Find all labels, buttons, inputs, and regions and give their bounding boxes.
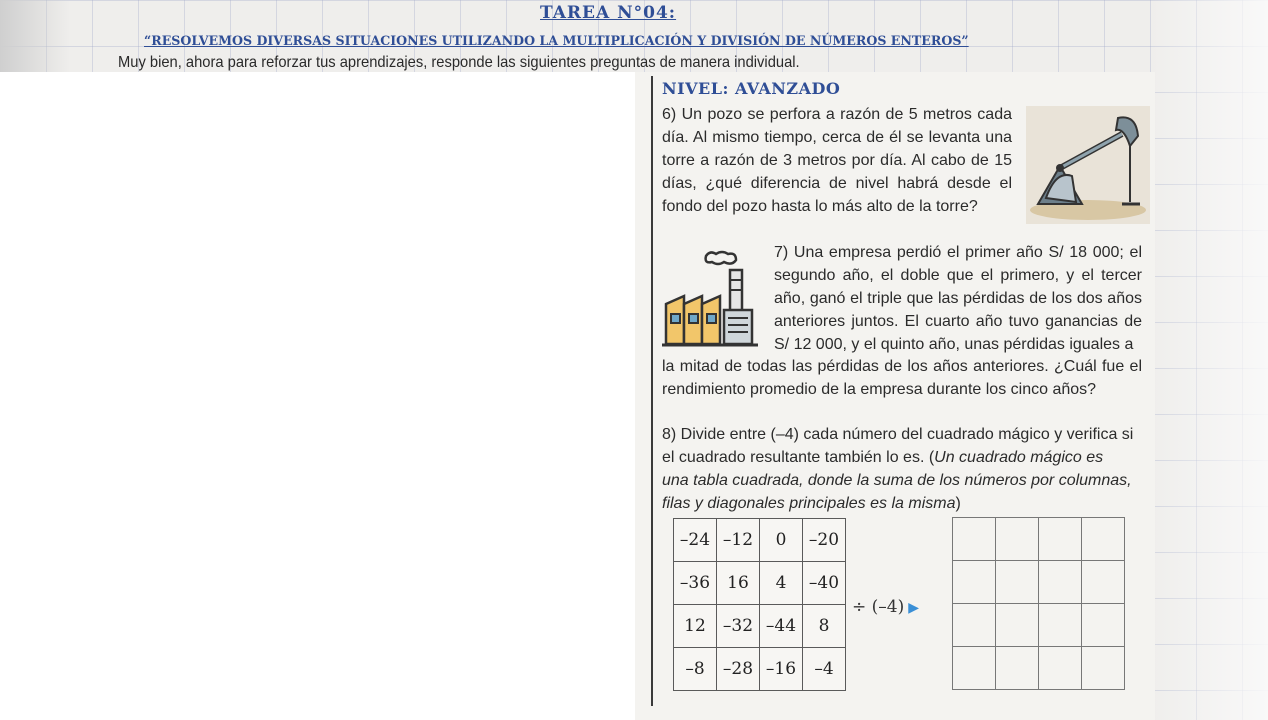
answer-cell[interactable]	[996, 604, 1039, 647]
answer-cell[interactable]	[953, 518, 996, 561]
play-arrow-icon: ▶	[908, 600, 920, 616]
answer-cell[interactable]	[1082, 518, 1125, 561]
magic-cell: –28	[717, 648, 760, 691]
magic-cell: 0	[760, 519, 803, 562]
table-row	[953, 604, 1125, 647]
division-operation	[852, 597, 919, 617]
answer-cell[interactable]	[1039, 561, 1082, 604]
magic-cell: –12	[717, 519, 760, 562]
magic-cell: –32	[717, 605, 760, 648]
magic-cell: 12	[674, 605, 717, 648]
answer-cell[interactable]	[1039, 518, 1082, 561]
answer-cell[interactable]	[953, 604, 996, 647]
question-8-text: 8) Divide entre (–4) cada número del cuadrado mágico y verifica si el cuadrado resultante también lo es. (	[662, 426, 1134, 466]
magic-cell: –20	[803, 519, 846, 562]
page-edge-shadow	[0, 0, 70, 72]
table-row	[953, 647, 1125, 690]
table-row	[674, 519, 846, 562]
table-row	[953, 518, 1125, 561]
magic-cell: 16	[717, 562, 760, 605]
answer-cell[interactable]	[953, 647, 996, 690]
magic-square-table	[673, 518, 846, 691]
intro-text: Muy bien, ahora para reforzar tus aprendizajes, responde las siguientes preguntas de manera individual.	[118, 54, 800, 71]
oil-pump-icon	[1026, 106, 1150, 224]
answer-cell[interactable]	[996, 518, 1039, 561]
magic-cell: –24	[674, 519, 717, 562]
question-7-part-1: 7) Una empresa perdió el primer año S/ 18 000; el segundo año, el doble que el primero, y el tercer año, ganó el triple que las pérdidas de los dos años anteriores juntos. El cuarto año tuvo ganancias de S/ 12 000, y el quinto año, unas pérdidas iguales a	[774, 244, 1142, 353]
magic-cell: –40	[803, 562, 846, 605]
answer-cell[interactable]	[1082, 604, 1125, 647]
magic-cell: 8	[803, 605, 846, 648]
magic-cell: –8	[674, 648, 717, 691]
answer-cell[interactable]	[1039, 647, 1082, 690]
answer-cell[interactable]	[1082, 647, 1125, 690]
answer-cell[interactable]	[1039, 604, 1082, 647]
magic-cell: –36	[674, 562, 717, 605]
page-subtitle: “RESOLVEMOS DIVERSAS SITUACIONES UTILIZANDO LA MULTIPLICACIÓN Y DIVISIÓN DE NÚMEROS ENTEROS”	[144, 33, 969, 48]
magic-cell: –16	[760, 648, 803, 691]
operation-label: ÷ (–4)	[852, 597, 905, 617]
answer-cell[interactable]	[996, 647, 1039, 690]
question-7-part-2: la mitad de todas las pérdidas de los años anteriores. ¿Cuál fue el rendimiento promedio de la empresa durante los cinco años?	[662, 358, 1142, 398]
table-row	[953, 561, 1125, 604]
question-8-close: )	[955, 495, 961, 512]
page-edge-highlight	[1150, 0, 1268, 720]
table-row	[674, 562, 846, 605]
table-row	[674, 648, 846, 691]
magic-cell: 4	[760, 562, 803, 605]
magic-cell: –4	[803, 648, 846, 691]
answer-cell[interactable]	[996, 561, 1039, 604]
question-8-definition: Un cuadrado mágico es una tabla cuadrada, donde la suma de los números por columnas, filas y diagonales principales es la misma	[662, 449, 1132, 512]
answer-square-table	[952, 517, 1125, 690]
margin-line	[651, 76, 653, 706]
level-heading: NIVEL: AVANZADO	[662, 79, 841, 98]
question-6: 6) Un pozo se perfora a razón de 5 metros cada día. Al mismo tiempo, cerca de él se levanta una torre a razón de 3 metros por día. Al cabo de 15 días, ¿qué diferencia de nivel habrá desde el fondo del pozo hasta lo más alto de la torre?	[662, 106, 1012, 215]
page-title: TAREA N°04:	[540, 3, 677, 23]
blank-region	[0, 72, 635, 720]
answer-cell[interactable]	[1082, 561, 1125, 604]
magic-cell: –44	[760, 605, 803, 648]
factory-icon	[662, 248, 762, 348]
table-row	[674, 605, 846, 648]
answer-cell[interactable]	[953, 561, 996, 604]
question-8	[662, 423, 1134, 515]
